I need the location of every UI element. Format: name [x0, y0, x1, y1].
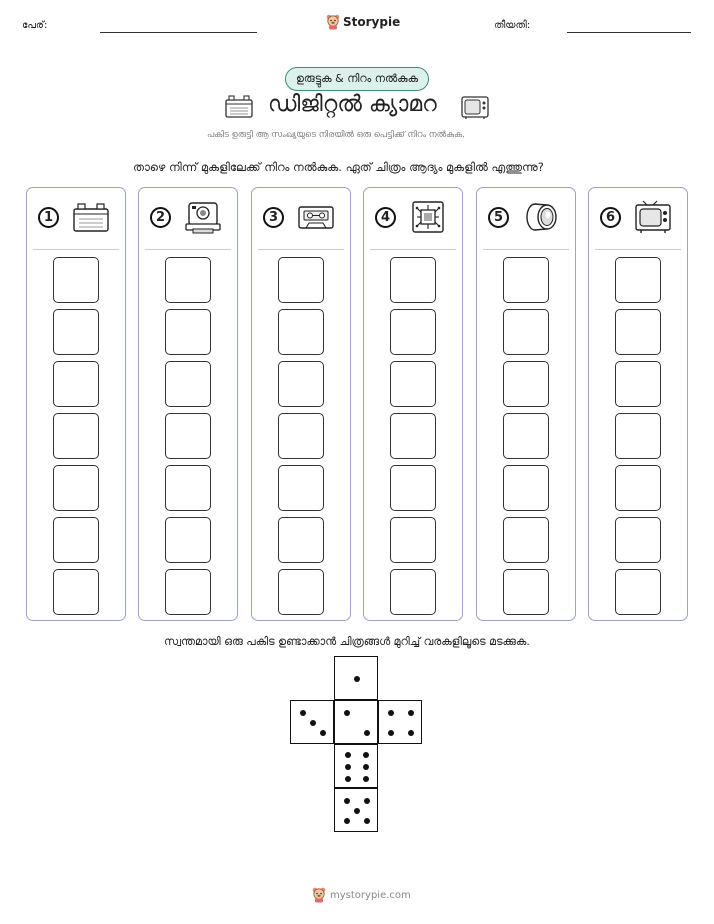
dice-pip	[408, 710, 414, 716]
column-divider	[258, 249, 344, 250]
column-divider	[370, 249, 456, 250]
color-box[interactable]	[615, 569, 661, 615]
color-box[interactable]	[278, 569, 324, 615]
cassette-tape-icon	[296, 200, 336, 234]
color-box[interactable]	[503, 309, 549, 355]
color-box[interactable]	[53, 465, 99, 511]
dice-face	[378, 700, 422, 744]
dice-pip	[344, 798, 350, 804]
microchip-icon	[408, 200, 448, 234]
dice-pip	[344, 818, 350, 824]
column-number: 6	[600, 207, 621, 228]
column-1	[26, 187, 126, 621]
color-box[interactable]	[503, 517, 549, 563]
column-6	[588, 187, 688, 621]
color-box[interactable]	[278, 309, 324, 355]
color-box[interactable]	[615, 413, 661, 459]
column-3	[251, 187, 351, 621]
dice-pip	[345, 764, 351, 770]
dice-net	[290, 656, 426, 836]
dice-face	[334, 744, 378, 788]
color-box[interactable]	[278, 517, 324, 563]
dice-pip	[364, 818, 370, 824]
camera-lens-icon	[521, 200, 561, 234]
brand-name: Storypie	[343, 15, 401, 29]
color-box[interactable]	[503, 361, 549, 407]
dice-instruction: സ്വന്തമായി ഒരു പകിട ഉണ്ടാക്കാൻ ചിത്രങ്ങൾ മുറിച്ച് വരകളിലൂടെ മടക്കുക.	[164, 635, 530, 648]
color-box[interactable]	[165, 413, 211, 459]
retro-tv-icon	[633, 200, 673, 234]
bear-mascot-icon	[312, 887, 326, 903]
dice-pip	[300, 710, 306, 716]
color-box[interactable]	[165, 569, 211, 615]
name-line[interactable]	[100, 32, 257, 33]
dice-face	[290, 700, 334, 744]
dice-pip	[363, 752, 369, 758]
color-box[interactable]	[390, 517, 436, 563]
page-title: ഡിജിറ്റൽ ക്യാമറ	[268, 92, 437, 117]
name-label: പേര്:	[22, 20, 48, 31]
dice-pip	[354, 808, 360, 814]
color-box[interactable]	[53, 257, 99, 303]
color-box[interactable]	[165, 309, 211, 355]
dice-face	[334, 788, 378, 832]
color-box[interactable]	[390, 309, 436, 355]
dice-pip	[320, 730, 326, 736]
dice-pip	[345, 776, 351, 782]
date-label: തീയതി:	[494, 20, 531, 31]
footer-url[interactable]: mystorypie.com	[330, 889, 411, 901]
dice-face	[334, 656, 378, 700]
dice-face	[334, 700, 378, 744]
color-box[interactable]	[278, 361, 324, 407]
color-box[interactable]	[615, 465, 661, 511]
retro-tv-icon	[460, 94, 490, 120]
bear-mascot-icon	[326, 14, 340, 30]
dice-pip	[408, 730, 414, 736]
column-number: 2	[150, 207, 171, 228]
color-box[interactable]	[278, 413, 324, 459]
column-number: 5	[488, 207, 509, 228]
color-box[interactable]	[615, 361, 661, 407]
column-4	[363, 187, 463, 621]
color-box[interactable]	[503, 569, 549, 615]
color-box[interactable]	[615, 517, 661, 563]
instruction-question: താഴെ നിന്ന് മുകളിലേക്ക് നിറം നൽകുക. ഏത് ചിത്രം ആദ്യം മുകളിൽ എത്തുന്നു?	[133, 160, 544, 174]
dice-pip	[310, 720, 316, 726]
color-box[interactable]	[503, 257, 549, 303]
dice-pip	[364, 730, 370, 736]
dice-pip	[344, 710, 350, 716]
column-2	[138, 187, 238, 621]
column-divider	[595, 249, 681, 250]
color-box[interactable]	[278, 465, 324, 511]
activity-pill: ഉരുട്ടുക & നിറം നൽകുക	[285, 67, 429, 91]
color-box[interactable]	[503, 465, 549, 511]
column-divider	[145, 249, 231, 250]
dice-pip	[364, 798, 370, 804]
color-box[interactable]	[390, 465, 436, 511]
instant-camera-icon	[183, 200, 223, 234]
color-box[interactable]	[53, 361, 99, 407]
color-box[interactable]	[165, 465, 211, 511]
color-box[interactable]	[53, 569, 99, 615]
color-box[interactable]	[615, 257, 661, 303]
column-number: 1	[38, 207, 59, 228]
color-box[interactable]	[165, 361, 211, 407]
footer	[312, 887, 411, 903]
dice-pip	[363, 764, 369, 770]
color-box[interactable]	[390, 257, 436, 303]
brand-logo	[326, 14, 400, 30]
color-box[interactable]	[503, 413, 549, 459]
date-line[interactable]	[567, 32, 691, 33]
page-subtitle: പകിട ഉരുട്ടി ആ സംഖ്യയുടെ നിരയിൽ ഒരു പെട്ടിക്ക് നിറം നൽകുക.	[207, 130, 465, 140]
car-battery-icon	[71, 200, 111, 234]
color-box[interactable]	[390, 361, 436, 407]
color-box[interactable]	[53, 517, 99, 563]
column-number: 3	[263, 207, 284, 228]
dice-pip	[388, 730, 394, 736]
color-box[interactable]	[53, 309, 99, 355]
dice-pip	[345, 752, 351, 758]
car-battery-icon	[224, 93, 254, 119]
column-5	[476, 187, 576, 621]
color-box[interactable]	[615, 309, 661, 355]
color-box[interactable]	[390, 413, 436, 459]
color-box[interactable]	[165, 517, 211, 563]
color-box[interactable]	[390, 569, 436, 615]
color-box[interactable]	[165, 257, 211, 303]
dice-pip	[354, 676, 360, 682]
dice-pip	[388, 710, 394, 716]
column-divider	[483, 249, 569, 250]
color-box[interactable]	[278, 257, 324, 303]
dice-pip	[363, 776, 369, 782]
column-divider	[33, 249, 119, 250]
column-number: 4	[375, 207, 396, 228]
color-box[interactable]	[53, 413, 99, 459]
